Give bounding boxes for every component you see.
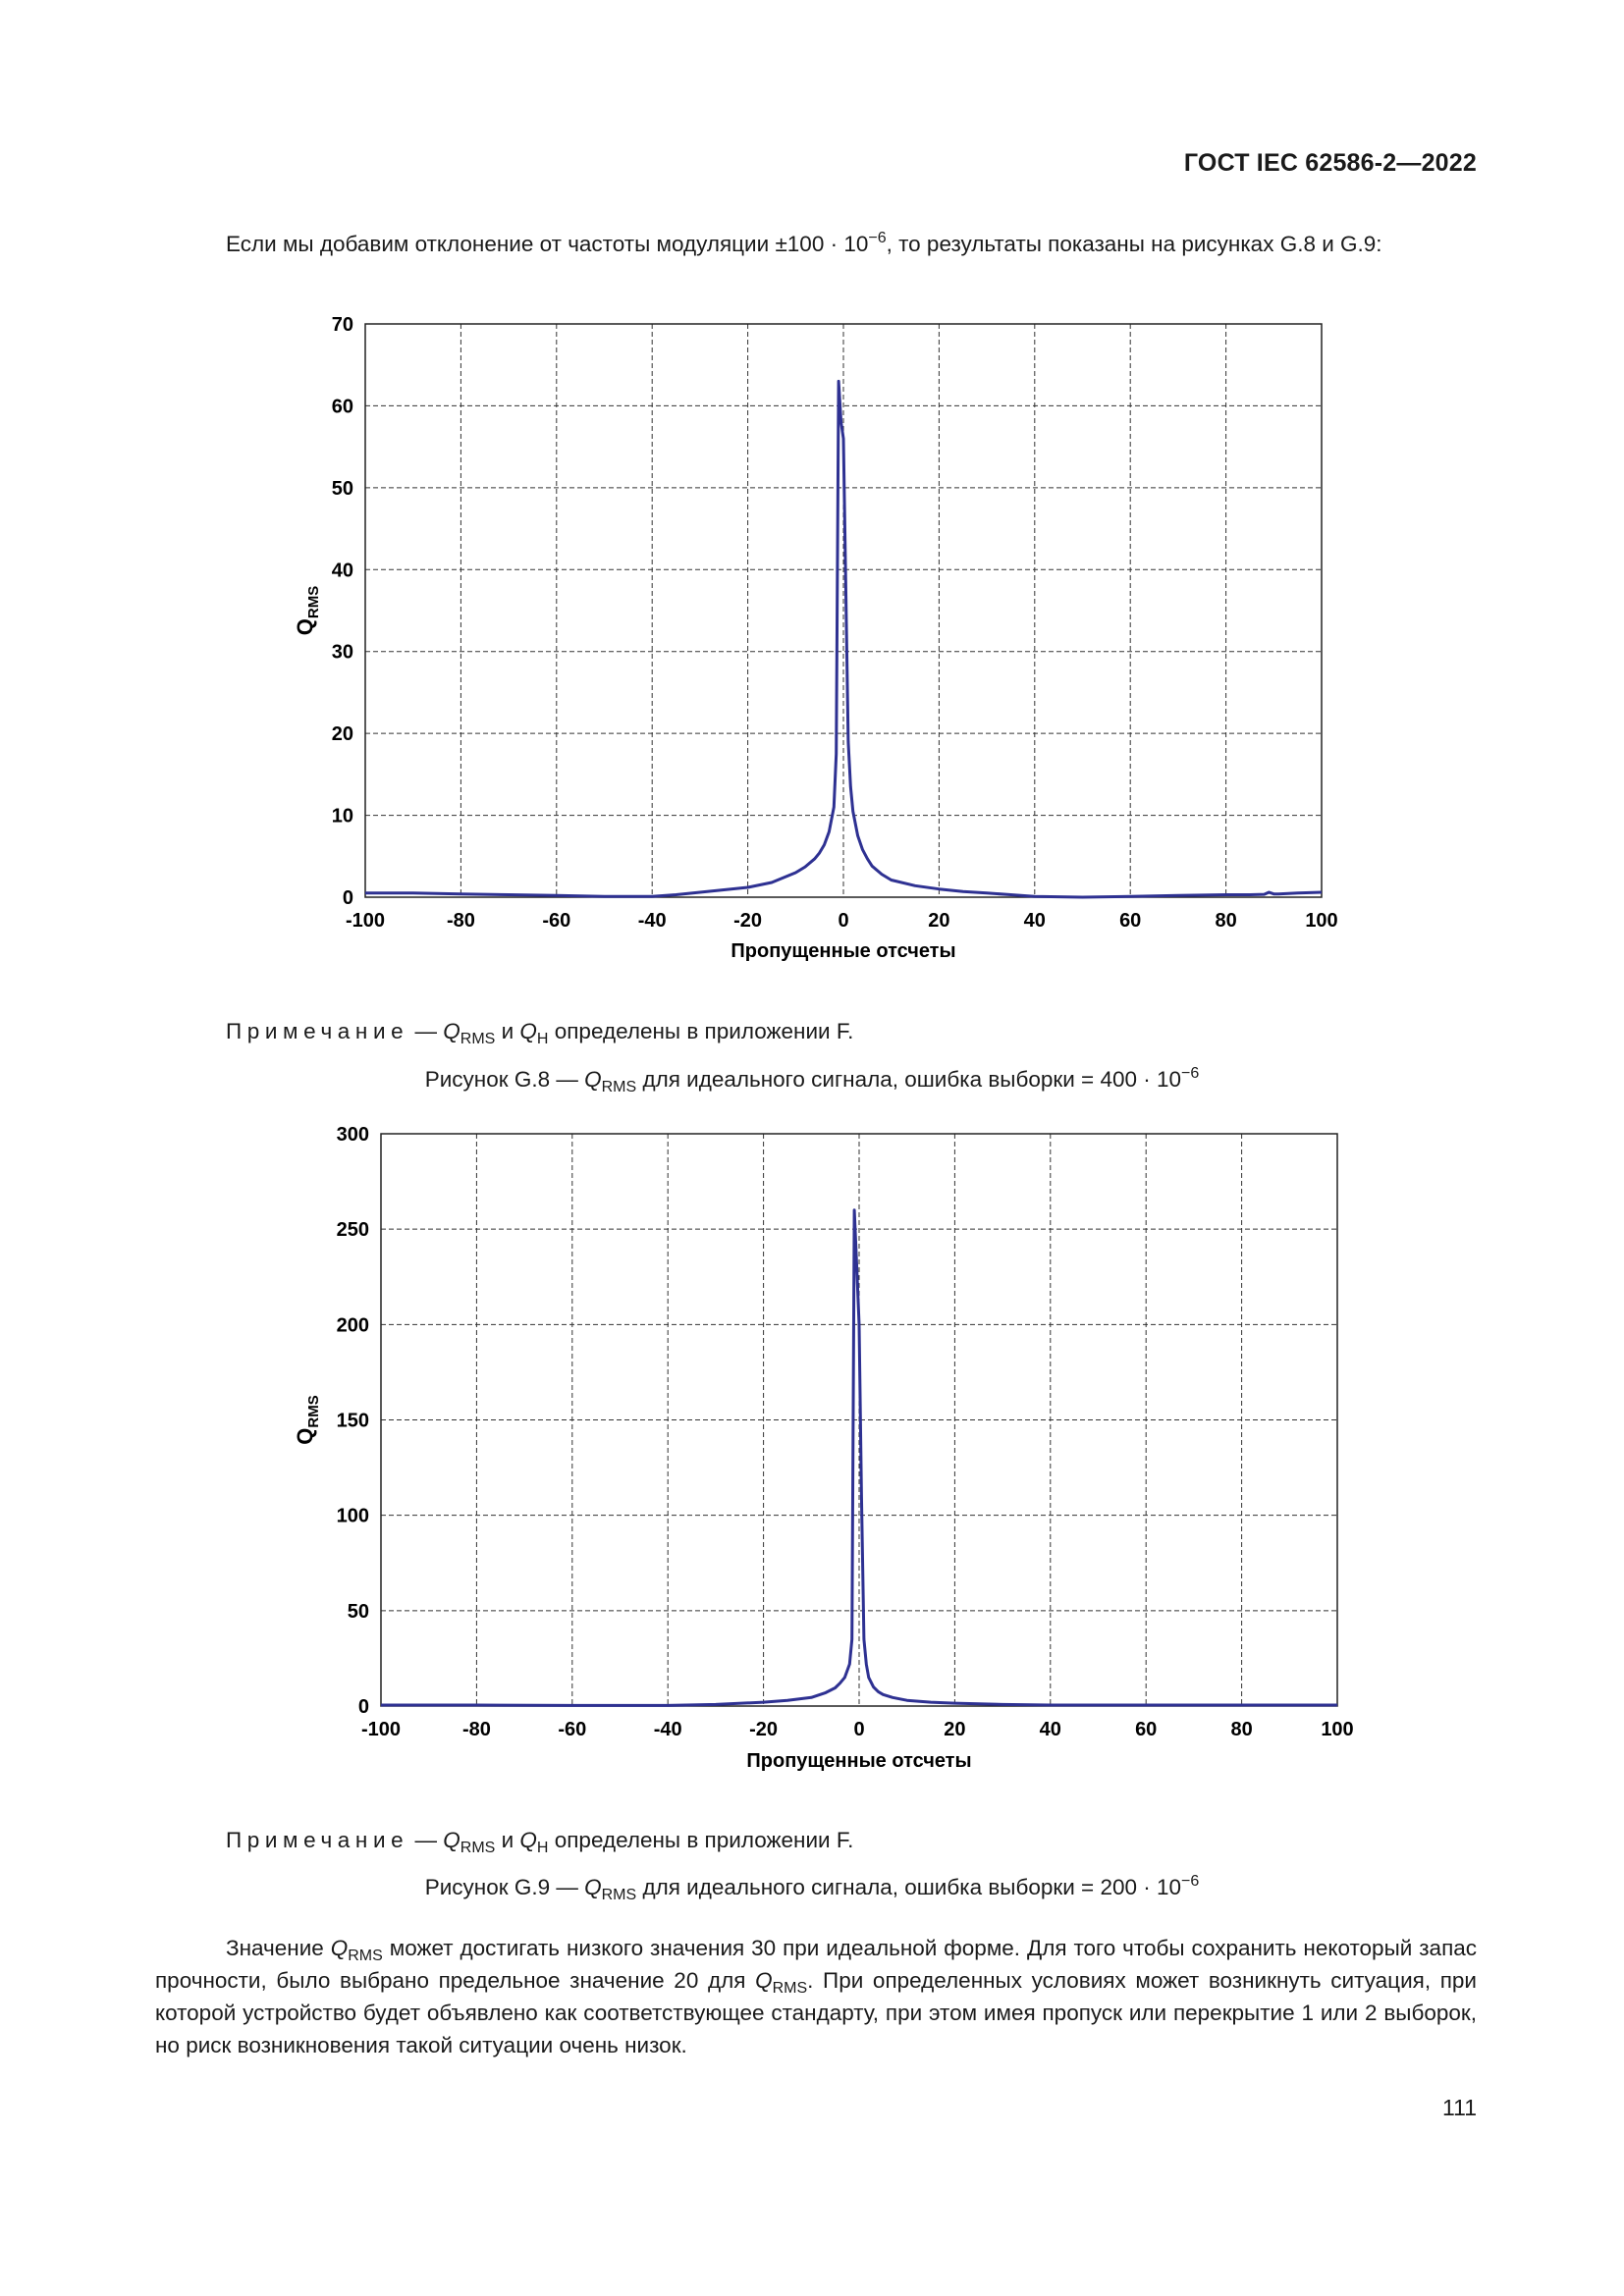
- x-tick-label: 80: [1230, 1719, 1253, 1740]
- y-tick-label: 200: [336, 1314, 369, 1337]
- y-tick-label: 20: [331, 723, 353, 746]
- y-tick-label: 0: [342, 887, 353, 909]
- y-tick-label: 100: [336, 1505, 369, 1527]
- x-axis-label: Пропущенные отсчеты: [731, 940, 956, 962]
- x-tick-label: -40: [653, 1719, 682, 1740]
- caption-g8: Рисунок G.8 — $Q_{RMS}$ для идеального сигнала, ошибка выборки = $400 \cdot 10^{-6}$: [424, 1065, 1200, 1095]
- note-g9: Примечание — $Q_{RMS}$ и $Q_H$ определены в приложении F.: [226, 1828, 854, 1856]
- y-tick-label: 10: [331, 805, 353, 828]
- x-tick-label: -100: [360, 1719, 402, 1740]
- y-tick-label: 40: [331, 560, 353, 582]
- x-tick-label: -60: [542, 910, 571, 932]
- x-tick-label: 60: [1135, 1719, 1158, 1740]
- x-tick-label: -40: [637, 910, 667, 932]
- caption-g9: Рисунок G.9 — $Q_{RMS}$ для идеального сигнала, ошибка выборки = $200 \cdot 10^{-6}$: [424, 1873, 1200, 1903]
- y-tick-label: 30: [331, 641, 353, 664]
- x-axis-label: Пропущенные отсчеты: [746, 1750, 972, 1772]
- y-axis-label: $Q_{RMS}$: [293, 585, 322, 636]
- x-tick-label: 20: [944, 1719, 966, 1740]
- x-tick-label: -20: [733, 910, 763, 932]
- y-tick-label: 50: [347, 1600, 369, 1623]
- x-tick-label: 80: [1215, 910, 1237, 932]
- conclusion-paragraph: Значение $Q_{RMS}$ может достигать низкого значения 30 при идеальной форме. Для того чтобы сохранить некоторый запас прочности, было выбрано предельное значение 20 для $Q_{RMS}$. При определенных условиях может возникнуть ситуация, при которой устройство будет объявлено как соответствующее стандарту, при этом имея пропуск или перекрытие 1 или 2 выборок, но риск возникновения такой ситуации очень низок.: [155, 1936, 1478, 2057]
- y-tick-label: 70: [331, 314, 353, 336]
- y-tick-label: 250: [336, 1219, 369, 1242]
- x-tick-label: -80: [446, 910, 475, 932]
- page-number: 111: [1442, 2095, 1477, 2120]
- x-tick-label: 0: [853, 1719, 865, 1740]
- y-tick-label: 60: [331, 396, 353, 418]
- y-tick-label: 0: [357, 1696, 369, 1718]
- intro-paragraph: Если мы добавим отклонение от частоты модуляции $\pm 100 \cdot 10^{-6}$, то результаты показаны на рисунках G.8 и G.9:: [226, 230, 1382, 256]
- x-tick-label: 100: [1321, 1719, 1354, 1740]
- y-tick-label: 300: [336, 1124, 369, 1146]
- x-tick-label: 40: [1023, 910, 1046, 932]
- y-axis-label: $Q_{RMS}$: [293, 1395, 322, 1445]
- x-tick-label: 20: [928, 910, 950, 932]
- x-tick-label: 100: [1305, 910, 1338, 932]
- x-tick-label: 60: [1119, 910, 1142, 932]
- y-tick-label: 150: [336, 1410, 369, 1432]
- document-header: ГОСТ IEC 62586-2—2022: [1183, 149, 1477, 177]
- note-g8: Примечание — $Q_{RMS}$ и $Q_H$ определены в приложении F.: [226, 1019, 854, 1047]
- x-tick-label: 40: [1039, 1719, 1061, 1740]
- x-tick-label: -60: [558, 1719, 587, 1740]
- x-tick-label: 0: [838, 910, 849, 932]
- x-tick-label: -80: [461, 1719, 491, 1740]
- x-tick-label: -100: [345, 910, 386, 932]
- x-tick-label: -20: [749, 1719, 779, 1740]
- y-tick-label: 50: [331, 477, 353, 500]
